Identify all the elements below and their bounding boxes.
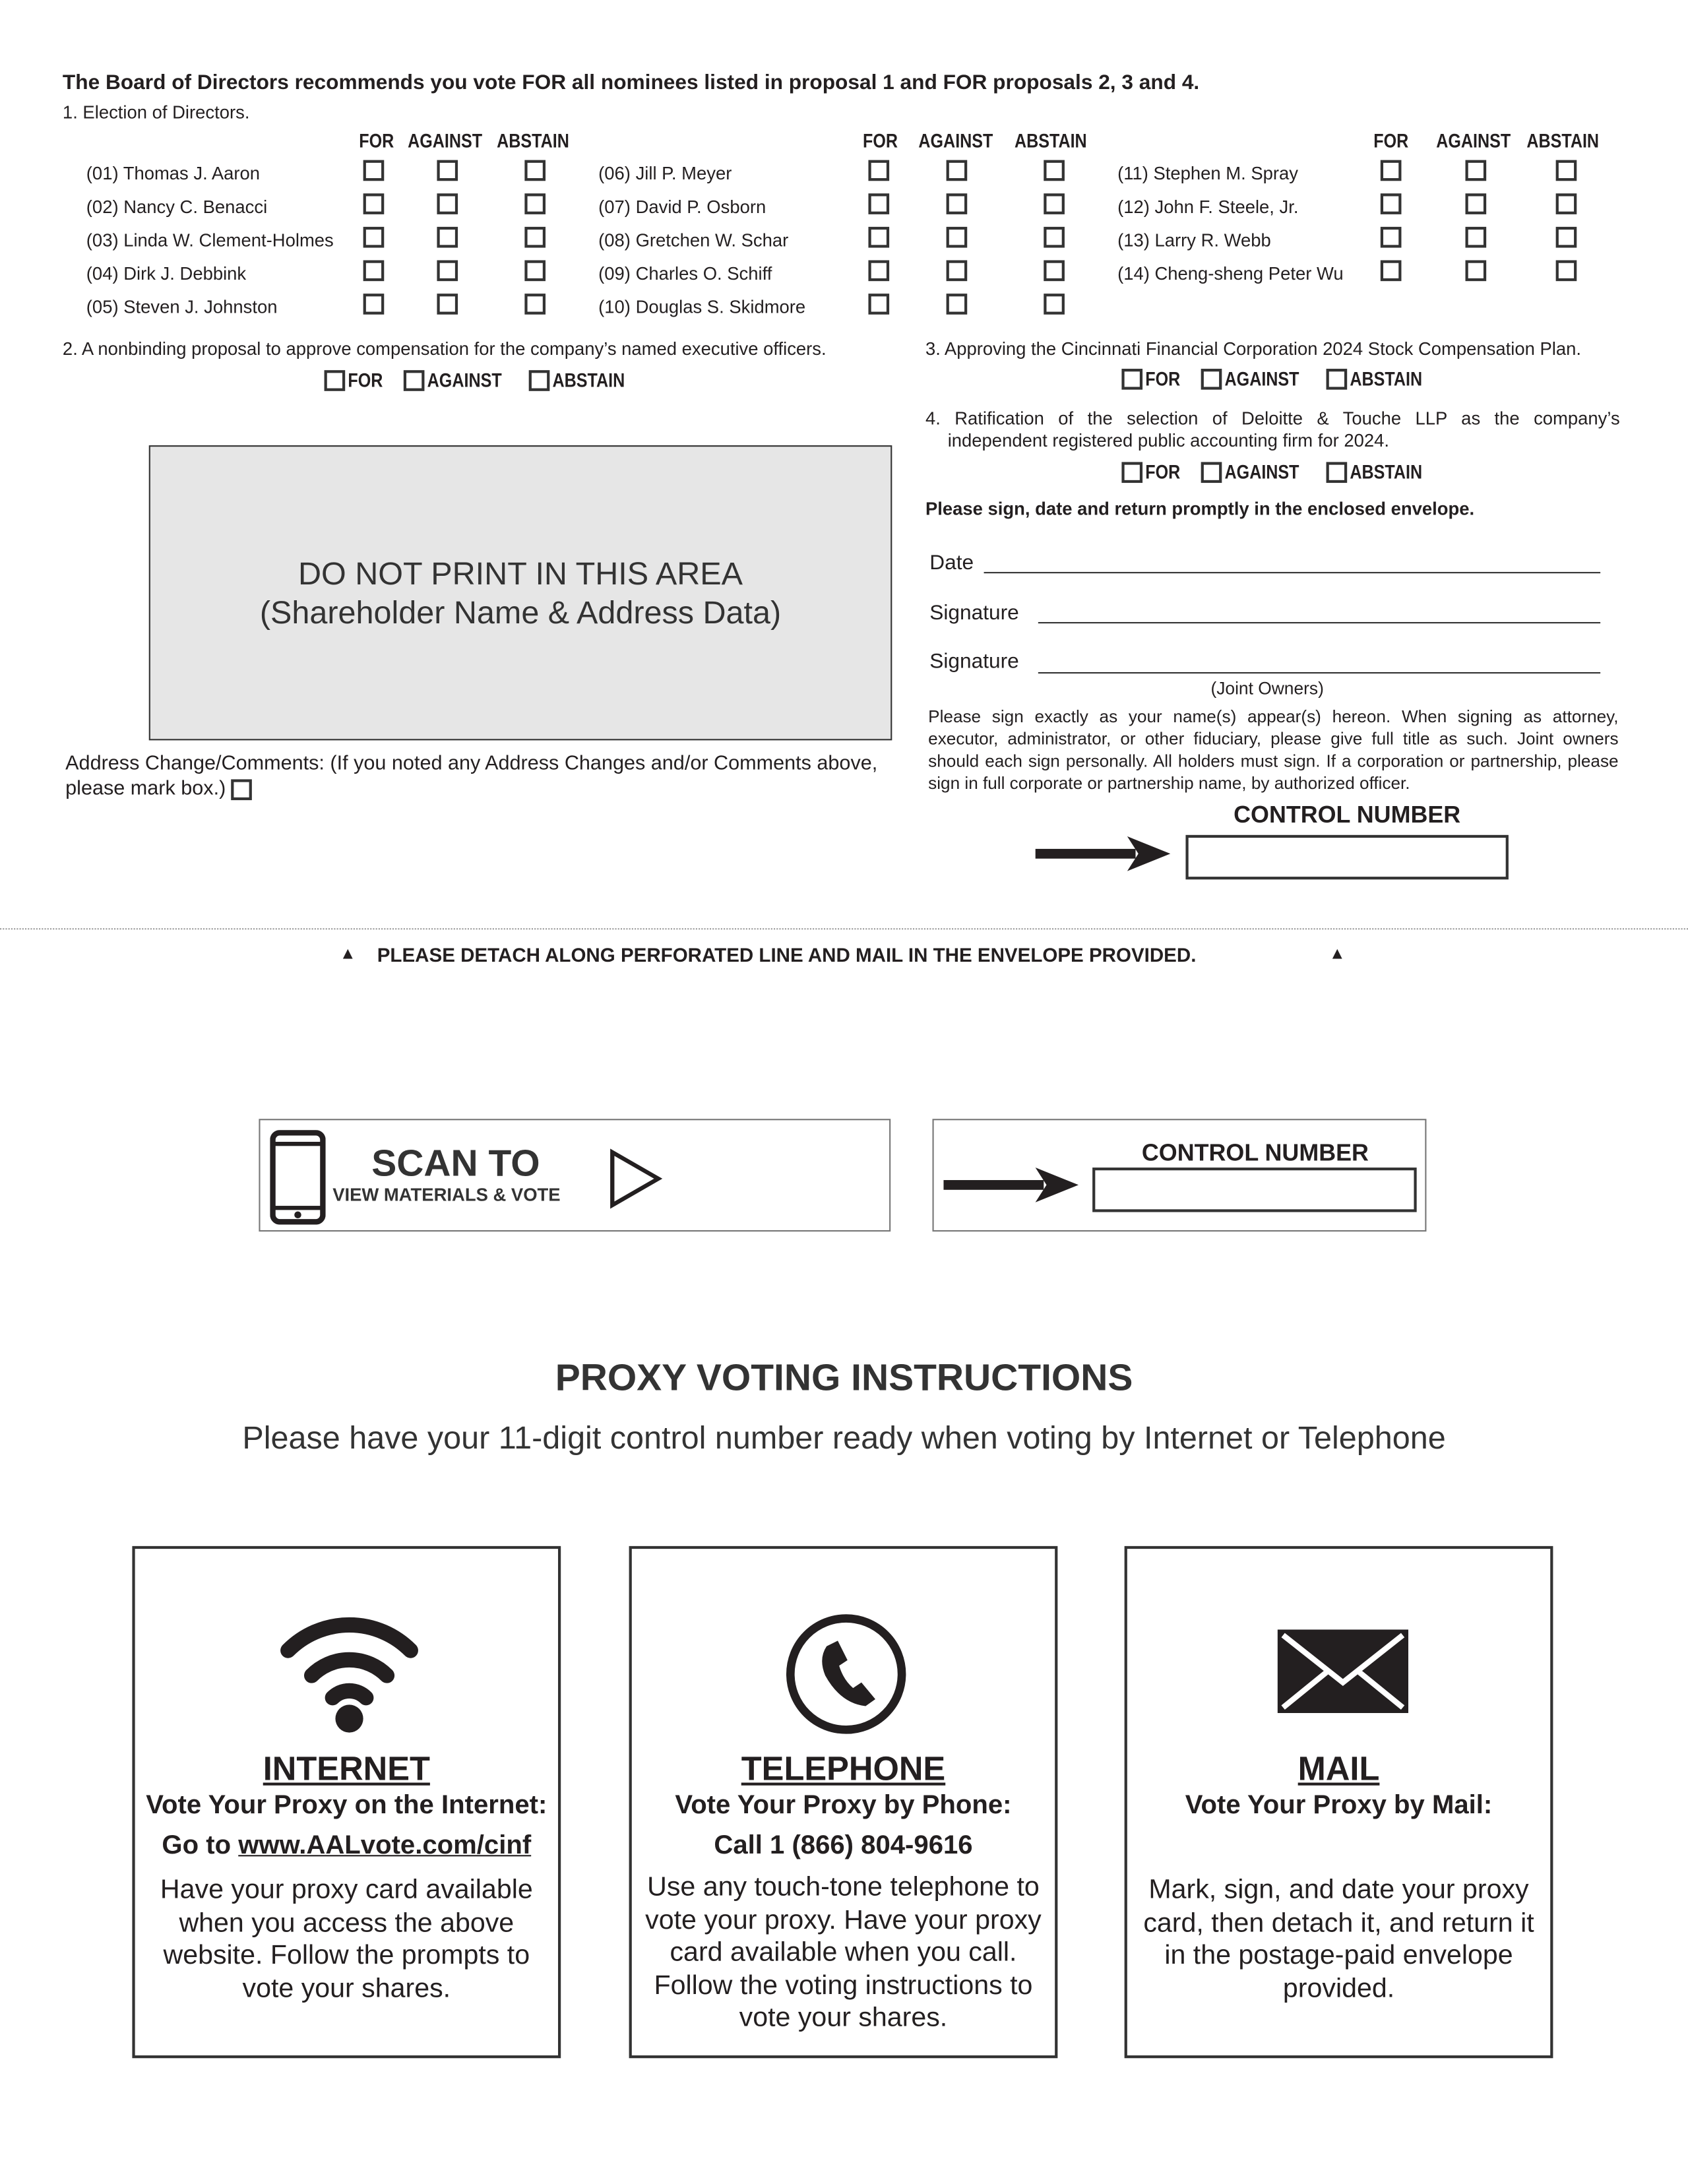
joint-signature-label: Signature (929, 650, 1019, 674)
internet-subtitle: Vote Your Proxy on the Internet: (146, 1791, 547, 1821)
control-number-label-2: CONTROL NUMBER (1141, 1139, 1369, 1166)
option-label: FOR (348, 369, 383, 391)
option-label: AGAINST (426, 369, 501, 391)
telephone-body: Use any touch-tone telephone to vote your proxy. Have your proxy card available when you call. Follow the voting instructions to vote your shares. (645, 1871, 1042, 2034)
checkbox[interactable] (1201, 462, 1222, 483)
vote-abstain-checkbox[interactable] (1044, 227, 1065, 248)
address-change-text: Address Change/Comments: (If you noted any Address Changes and/or Comments above, please mark box.) (65, 753, 878, 801)
nominee-name: (11) Stephen M. Spray (1117, 162, 1298, 184)
vote-against-checkbox[interactable] (947, 294, 968, 315)
option-abstain[interactable] (1326, 460, 1435, 483)
vote-abstain-checkbox[interactable] (1044, 160, 1065, 181)
option-label: FOR (1145, 460, 1181, 484)
nominee-name: (09) Charles O. Schiff (598, 263, 772, 284)
vote-for-checkbox[interactable] (363, 193, 385, 214)
proposal-2-options (325, 369, 637, 391)
nominee-name: (07) David P. Osborn (598, 196, 766, 218)
vote-abstain-checkbox[interactable] (1044, 193, 1065, 214)
proposal-4-options (1121, 460, 1434, 483)
vote-abstain-checkbox[interactable] (524, 193, 546, 214)
vote-for-checkbox[interactable] (363, 227, 385, 248)
vote-abstain-checkbox[interactable] (524, 261, 546, 282)
vote-against-checkbox[interactable] (1466, 160, 1487, 181)
vote-against-checkbox[interactable] (437, 193, 458, 214)
nominee-name: (03) Linda W. Clement-Holmes (86, 230, 334, 251)
option-label: FOR (1145, 367, 1181, 390)
telephone-title: TELEPHONE (741, 1751, 946, 1788)
vote-for-checkbox[interactable] (1381, 261, 1402, 282)
column-header-for: FOR (1373, 129, 1409, 152)
proposal-3-options (1121, 367, 1434, 390)
shareholder-data-text: (Shareholder Name & Address Data) (259, 594, 782, 631)
mail-title: MAIL (1297, 1751, 1380, 1788)
wifi-icon (277, 1611, 422, 1734)
proposal-1-title: 1. Election of Directors. (62, 102, 250, 123)
internet-body: Have your proxy card available when you access the above website. Follow the prompts to vote your shares. (160, 1874, 533, 2003)
nominee-name: (08) Gretchen W. Schar (598, 230, 789, 251)
nominee-name: (06) Jill P. Meyer (598, 162, 732, 184)
option-for[interactable] (1121, 460, 1186, 483)
option-abstain[interactable] (528, 369, 637, 391)
vote-against-checkbox[interactable] (437, 294, 458, 315)
vote-against-checkbox[interactable] (437, 261, 458, 282)
vote-for-checkbox[interactable] (363, 160, 385, 181)
sign-instructions: Please sign exactly as your name(s) appear(s) hereon. When signing as attorney, executor, administrator, or other fiduciary, please give full title as such. Joint owners should each sign personally. All holders must sign. If a corporation or partnership, please sign in full corporate or partnership name, by authorized officer. (928, 706, 1619, 794)
vote-for-checkbox[interactable] (868, 193, 889, 214)
checkbox[interactable] (1121, 369, 1142, 390)
joint-owners-label: (Joint Owners) (1210, 679, 1324, 699)
checkbox[interactable] (1326, 369, 1347, 390)
joint-signature-field[interactable] (1038, 672, 1600, 673)
vote-abstain-checkbox[interactable] (1556, 261, 1577, 282)
option-label: ABSTAIN (551, 369, 625, 391)
board-recommendation: The Board of Directors recommends you vote FOR all nominees listed in proposal 1 and FOR proposals 2, 3 and 4. (62, 71, 1200, 95)
url-prefix: Go to (162, 1831, 239, 1861)
vote-abstain-checkbox[interactable] (1556, 193, 1577, 214)
nominee-name: (01) Thomas J. Aaron (86, 162, 261, 184)
arrow-right-icon (1036, 836, 1172, 873)
reserved-address-area (149, 445, 892, 740)
scan-subtitle: VIEW MATERIALS & VOTE (332, 1184, 561, 1206)
do-not-print-text: DO NOT PRINT IN THIS AREA (297, 555, 743, 592)
address-change-checkbox[interactable] (232, 779, 253, 800)
column-header-against: AGAINST (1436, 129, 1511, 152)
vote-against-checkbox[interactable] (947, 193, 968, 214)
vote-for-checkbox[interactable] (1381, 160, 1402, 181)
mail-subtitle: Vote Your Proxy by Mail: (1185, 1791, 1493, 1821)
control-number-panel (932, 1119, 1426, 1232)
scan-title: SCAN TO (371, 1142, 540, 1185)
nominee-name: (10) Douglas S. Skidmore (598, 296, 806, 318)
proposal-3-text: 3. Approving the Cincinnati Financial Corporation 2024 Stock Compensation Plan. (925, 338, 1581, 359)
option-label: AGAINST (1224, 367, 1299, 390)
vote-for-checkbox[interactable] (1381, 227, 1402, 248)
checkbox[interactable] (1326, 462, 1347, 483)
option-for[interactable] (1121, 367, 1186, 390)
column-header-for: FOR (359, 129, 394, 152)
option-against[interactable] (1201, 367, 1312, 390)
column-header-abstain: ABSTAIN (1014, 129, 1087, 152)
telephone-subtitle: Vote Your Proxy by Phone: (675, 1791, 1012, 1821)
perforated-line (0, 928, 1688, 929)
vote-abstain-checkbox[interactable] (1044, 294, 1065, 315)
mail-method-box (1125, 1546, 1553, 2058)
column-header-against: AGAINST (408, 129, 483, 152)
option-against[interactable] (403, 369, 515, 391)
triangle-up-icon: ▲ (1329, 943, 1346, 963)
internet-url-line (135, 1831, 558, 1861)
instructions-subtitle: Please have your 11-digit control number ready when voting by Internet or Telephone (242, 1419, 1446, 1456)
vote-abstain-checkbox[interactable] (1556, 227, 1577, 248)
telephone-number: Call 1 (866) 804-9616 (714, 1831, 973, 1861)
control-number-label: CONTROL NUMBER (1234, 801, 1461, 828)
option-for[interactable] (325, 369, 389, 391)
play-triangle-icon (608, 1148, 664, 1210)
smartphone-icon (270, 1130, 325, 1224)
proposal-4-text: 4. Ratification of the selection of Deloitte & Touche LLP as the company’s (925, 408, 1620, 429)
column-header-against: AGAINST (918, 129, 993, 152)
vote-abstain-checkbox[interactable] (1044, 261, 1065, 282)
nominee-name: (02) Nancy C. Benacci (86, 196, 268, 218)
checkbox[interactable] (325, 370, 346, 391)
column-header-abstain: ABSTAIN (497, 129, 569, 152)
signature-label: Signature (929, 601, 1019, 625)
telephone-method-box (629, 1546, 1058, 2058)
phone-icon (785, 1613, 908, 1735)
option-abstain[interactable] (1326, 367, 1435, 390)
vote-for-checkbox[interactable] (868, 160, 889, 181)
scan-qr-panel[interactable] (259, 1119, 891, 1232)
proposal-2-text: 2. A nonbinding proposal to approve compensation for the company’s named executive officers. (62, 338, 827, 359)
proposal-4-text-2: independent registered public accounting firm for 2024. (947, 429, 1390, 451)
vote-abstain-checkbox[interactable] (1556, 160, 1577, 181)
column-header-for: FOR (863, 129, 898, 152)
checkbox[interactable] (1201, 369, 1222, 390)
vote-for-checkbox[interactable] (868, 227, 889, 248)
nominee-name: (05) Steven J. Johnston (86, 296, 278, 318)
column-header-abstain: ABSTAIN (1526, 129, 1600, 152)
vote-against-checkbox[interactable] (947, 160, 968, 181)
mail-body: Mark, sign, and date your proxy card, then detach it, and return it in the postage-paid envelope provided. (1143, 1874, 1534, 2003)
instructions-title: PROXY VOTING INSTRUCTIONS (555, 1356, 1133, 1399)
vote-against-checkbox[interactable] (1466, 261, 1487, 282)
vote-for-checkbox[interactable] (1381, 193, 1402, 214)
vote-for-checkbox[interactable] (868, 294, 889, 315)
vote-abstain-checkbox[interactable] (524, 160, 546, 181)
checkbox[interactable] (403, 370, 424, 391)
vote-abstain-checkbox[interactable] (524, 227, 546, 248)
nominee-name: (04) Dirk J. Debbink (86, 263, 247, 284)
signature-field[interactable] (1038, 622, 1600, 623)
vote-for-checkbox[interactable] (363, 294, 385, 315)
vote-against-checkbox[interactable] (947, 227, 968, 248)
voting-url-link[interactable]: www.AALvote.com/cinf (238, 1831, 532, 1861)
option-against[interactable] (1201, 460, 1312, 483)
option-label: ABSTAIN (1349, 367, 1422, 390)
vote-against-checkbox[interactable] (947, 261, 968, 282)
checkbox[interactable] (1121, 462, 1142, 483)
vote-against-checkbox[interactable] (1466, 227, 1487, 248)
date-field[interactable] (984, 572, 1601, 573)
detach-instruction: PLEASE DETACH ALONG PERFORATED LINE AND MAIL IN THE ENVELOPE PROVIDED. (377, 943, 1197, 966)
nominee-name: (14) Cheng-sheng Peter Wu (1117, 263, 1344, 284)
triangle-up-icon: ▲ (339, 943, 356, 963)
date-label: Date (929, 551, 974, 575)
vote-against-checkbox[interactable] (437, 160, 458, 181)
vote-against-checkbox[interactable] (1466, 193, 1487, 214)
vote-abstain-checkbox[interactable] (524, 294, 546, 315)
arrow-right-icon (943, 1168, 1080, 1204)
address-change-label (65, 751, 900, 801)
nominee-name: (12) John F. Steele, Jr. (1117, 196, 1299, 218)
option-label: ABSTAIN (1349, 460, 1422, 484)
vote-for-checkbox[interactable] (868, 261, 889, 282)
internet-title: INTERNET (263, 1751, 430, 1788)
nominee-name: (13) Larry R. Webb (1117, 230, 1271, 251)
vote-for-checkbox[interactable] (363, 261, 385, 282)
control-number-field[interactable] (1185, 835, 1508, 880)
vote-against-checkbox[interactable] (437, 227, 458, 248)
sign-prompt: Please sign, date and return promptly in the enclosed envelope. (925, 498, 1475, 519)
option-label: AGAINST (1224, 460, 1299, 484)
envelope-icon (1278, 1629, 1408, 1713)
internet-method-box (132, 1546, 561, 2058)
control-number-field-2[interactable] (1092, 1168, 1417, 1212)
checkbox[interactable] (528, 370, 549, 391)
